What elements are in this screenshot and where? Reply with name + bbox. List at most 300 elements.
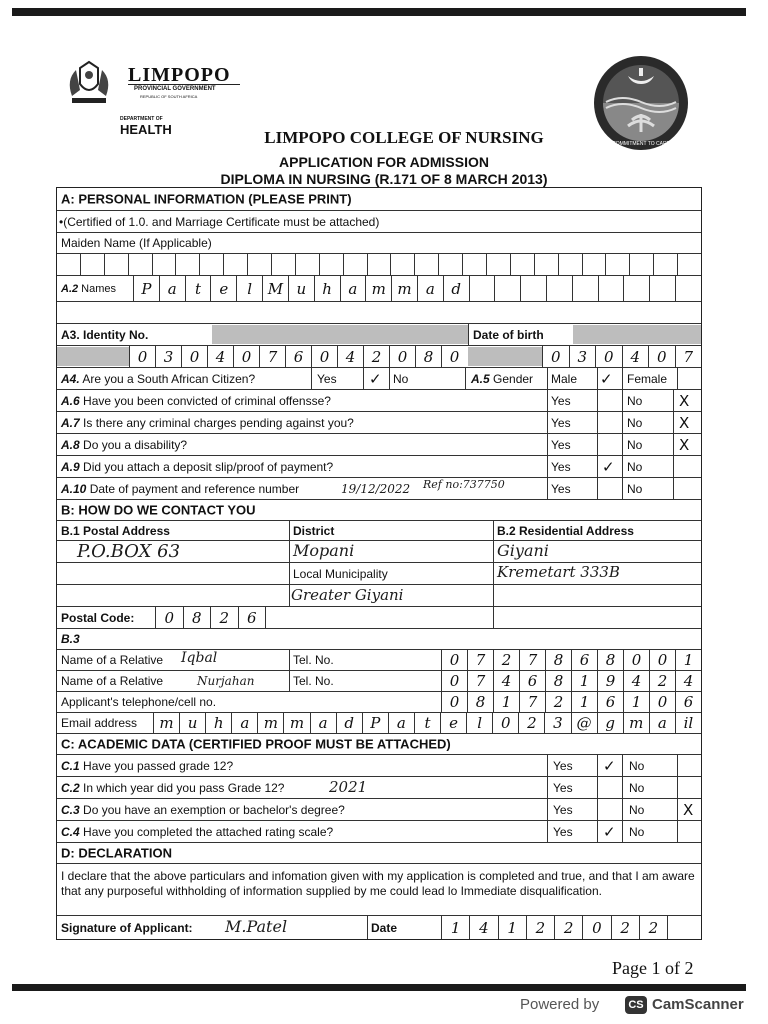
q7-question xyxy=(61,416,354,430)
grid-cell xyxy=(223,254,247,275)
relative-1-name[interactable]: Iqbal xyxy=(181,650,218,666)
grid-cell xyxy=(558,254,582,275)
coat-of-arms-icon xyxy=(62,60,116,106)
gender-male-tick[interactable]: ✓ xyxy=(600,369,613,388)
signature-row xyxy=(57,915,701,939)
grid-cell: a xyxy=(310,713,336,733)
applicant-tel-row xyxy=(57,691,701,712)
divider xyxy=(622,390,623,411)
divider xyxy=(597,456,598,477)
names-num: A.2 xyxy=(61,282,79,295)
divider xyxy=(363,368,364,389)
college-title: LIMPOPO COLLEGE OF NURSING xyxy=(264,128,544,147)
divider xyxy=(289,585,290,606)
grid-cell: a xyxy=(388,713,414,733)
grid-cell: m xyxy=(283,713,309,733)
dob-label: Date of birth xyxy=(473,327,544,342)
divider xyxy=(597,755,598,776)
date-label: Date xyxy=(371,920,398,935)
citizen-question xyxy=(61,372,255,386)
grid-cell xyxy=(462,254,486,275)
grid-cell: 7 xyxy=(519,692,545,712)
grid-cell xyxy=(152,254,176,275)
grid-cell: P xyxy=(133,276,159,301)
grid-cell: 6 xyxy=(285,346,311,367)
q9-no: No xyxy=(627,459,643,474)
gender-male: Male xyxy=(551,371,578,386)
grid-cell: 6 xyxy=(597,692,623,712)
relative-1-row xyxy=(57,649,701,670)
q9-text: Did you attach a deposit slip/proof of payment? xyxy=(79,459,334,474)
camscanner-logo-icon: CS xyxy=(625,996,647,1014)
grid-cell: P xyxy=(362,713,388,733)
grid-cell xyxy=(469,276,495,301)
divider xyxy=(493,563,494,584)
health-label: HEALTH xyxy=(120,122,172,137)
divider xyxy=(622,799,623,820)
grid-cell xyxy=(510,254,534,275)
grid-cell: 0 xyxy=(233,346,259,367)
grid-cell xyxy=(319,254,343,275)
signature-value[interactable]: M.Patel xyxy=(225,917,288,936)
grid-cell xyxy=(175,254,199,275)
tel-2-label: Tel. No. xyxy=(293,674,334,688)
dob-field[interactable] xyxy=(542,346,701,367)
municipality-value[interactable]: Greater Giyani xyxy=(291,586,404,604)
q7-yes: Yes xyxy=(551,415,571,430)
grid-cell xyxy=(486,254,510,275)
grid-cell: a xyxy=(417,276,443,301)
republic-line: REPUBLIC OF SOUTH AFRICA xyxy=(140,94,198,99)
relative-2-label: Name of a Relative xyxy=(61,674,164,688)
q8-question xyxy=(61,438,187,452)
q8-row xyxy=(57,433,701,455)
payment-reference[interactable]: Ref no:737750 xyxy=(423,478,505,491)
c1-yes: Yes xyxy=(553,758,573,773)
c4-yes-tick[interactable]: ✓ xyxy=(603,822,616,841)
grid-cell: 0 xyxy=(648,346,675,367)
postal-code-label: Postal Code: xyxy=(61,610,135,625)
q6-no-cross[interactable]: X xyxy=(679,391,690,410)
divider xyxy=(622,368,623,389)
department-of: DEPARTMENT OF xyxy=(120,116,163,122)
q10-num: A.10 xyxy=(61,481,87,496)
c4-no: No xyxy=(629,824,645,839)
q9-question xyxy=(61,460,333,474)
grid-cell: m xyxy=(391,276,417,301)
divider xyxy=(289,541,290,562)
gender-text: Gender xyxy=(489,371,534,386)
grid-cell: 0 xyxy=(649,650,675,670)
grid-cell xyxy=(623,276,649,301)
relative-2-name[interactable]: Nurjahan xyxy=(197,674,255,688)
shaded-cell xyxy=(468,347,542,366)
divider xyxy=(311,368,312,389)
grid-cell: 8 xyxy=(415,346,441,367)
c2-question xyxy=(61,781,284,795)
section-b-heading: B: HOW DO WE CONTACT YOU xyxy=(61,502,256,518)
citizen-num: A4. xyxy=(61,371,80,386)
divider xyxy=(677,777,678,798)
c1-question xyxy=(61,759,233,773)
grid-cell: 6 xyxy=(571,650,597,670)
names-field[interactable] xyxy=(133,276,701,301)
relative-1-tel-field[interactable] xyxy=(441,650,701,670)
address-row-3 xyxy=(57,584,701,606)
relative-2-row xyxy=(57,670,701,691)
gender-female: Female xyxy=(627,371,668,386)
email-field[interactable] xyxy=(153,713,701,733)
maiden-name-field[interactable] xyxy=(57,253,701,275)
grid-cell: 2 xyxy=(518,713,544,733)
grid-cell: 1 xyxy=(571,692,597,712)
grid-cell: 8 xyxy=(597,650,623,670)
divider xyxy=(597,478,598,499)
address-heading-row xyxy=(57,520,701,540)
grid-cell: @ xyxy=(571,713,597,733)
c1-no: No xyxy=(629,758,645,773)
grid-cell: 7 xyxy=(467,650,493,670)
grid-cell: 4 xyxy=(493,671,519,691)
postal-code-field[interactable] xyxy=(155,607,265,628)
grid-cell xyxy=(598,276,624,301)
grid-cell: 0 xyxy=(441,650,467,670)
grid-cell: a xyxy=(340,276,366,301)
gender-num: A.5 xyxy=(471,371,490,386)
applicant-tel-field[interactable] xyxy=(441,692,701,712)
q8-text: Do you a disability? xyxy=(79,437,188,452)
divider xyxy=(547,799,548,820)
q6-yes: Yes xyxy=(551,393,571,408)
grid-cell: 4 xyxy=(337,346,363,367)
grid-cell: u xyxy=(288,276,314,301)
divider xyxy=(547,368,548,389)
postal-address-label: B.1 Postal Address xyxy=(61,523,170,538)
q10-row xyxy=(57,477,701,499)
c4-num: C.4 xyxy=(61,824,80,839)
grid-cell: 7 xyxy=(675,346,702,367)
q8-no-cross[interactable]: X xyxy=(679,435,690,454)
divider xyxy=(622,456,623,477)
q6-no: No xyxy=(627,393,643,408)
grid-cell: m xyxy=(153,713,179,733)
grid-cell: d xyxy=(336,713,362,733)
tel-1-label: Tel. No. xyxy=(293,653,334,667)
grid-cell: 4 xyxy=(675,671,701,691)
divider xyxy=(289,671,290,691)
q7-no-cross[interactable]: X xyxy=(679,413,690,432)
grid-cell: t xyxy=(185,276,211,301)
application-form xyxy=(56,187,702,940)
declaration-text: I declare that the above particulars and infomation given with my application is completed and true, and that I am aware that any purposeful withholding of information supplied by me could lead lo Immediate disqualification. xyxy=(61,869,695,898)
divider xyxy=(289,563,290,584)
divider xyxy=(677,755,678,776)
grid-cell xyxy=(653,254,677,275)
c3-text: Do you have an exemption or bachelor's degree? xyxy=(79,802,345,817)
divider xyxy=(677,799,678,820)
shaded-cell xyxy=(57,347,129,366)
grid-cell: 7 xyxy=(259,346,285,367)
c2-row xyxy=(57,776,701,798)
grid-cell: 0 xyxy=(441,346,467,367)
grid-cell: a xyxy=(649,713,675,733)
grid-cell: 0 xyxy=(129,346,155,367)
maiden-name-row xyxy=(57,232,701,253)
gender-label xyxy=(471,372,533,386)
grid-cell: g xyxy=(597,713,623,733)
identity-number-field[interactable] xyxy=(129,346,467,367)
residential-line-2[interactable]: Kremetart 333B xyxy=(497,563,620,581)
q9-row xyxy=(57,455,701,477)
grid-cell: h xyxy=(205,713,231,733)
q7-num: A.7 xyxy=(61,415,80,430)
c2-year[interactable]: 2021 xyxy=(329,778,368,796)
grid-cell: 2 xyxy=(554,916,582,939)
grid-cell: 4 xyxy=(207,346,233,367)
grid-cell: 0 xyxy=(441,692,467,712)
divider xyxy=(493,585,494,606)
divider xyxy=(265,607,266,628)
grid-cell: 1 xyxy=(498,916,526,939)
grid-cell xyxy=(247,254,271,275)
q10-text: Date of payment and reference number xyxy=(86,481,300,496)
grid-cell xyxy=(390,254,414,275)
grid-cell xyxy=(629,254,653,275)
section-d-heading: D: DECLARATION xyxy=(61,845,172,861)
divider xyxy=(673,434,674,455)
citizen-row xyxy=(57,367,701,389)
grid-cell: 0 xyxy=(389,346,415,367)
grid-cell xyxy=(534,254,558,275)
divider xyxy=(622,777,623,798)
q6-row xyxy=(57,389,701,411)
postal-address-value[interactable]: P.O.BOX 63 xyxy=(77,541,181,562)
divider xyxy=(622,412,623,433)
relative-2-tel-field[interactable] xyxy=(441,671,701,691)
q7-no: No xyxy=(627,415,643,430)
residential-line-1[interactable]: Giyani xyxy=(497,541,549,560)
district-label: District xyxy=(293,523,335,538)
grid-cell: 0 xyxy=(595,346,622,367)
signature-label: Signature of Applicant: xyxy=(61,920,193,935)
grid-cell: 0 xyxy=(181,346,207,367)
divider xyxy=(547,434,548,455)
grid-cell: l xyxy=(236,276,262,301)
grid-cell: 4 xyxy=(623,671,649,691)
local-municipality-label: Local Municipality xyxy=(293,566,388,581)
certificate-note-row xyxy=(57,210,701,232)
declaration-row xyxy=(57,863,701,915)
q10-no: No xyxy=(627,481,643,496)
divider xyxy=(673,456,674,477)
divider xyxy=(677,821,678,842)
grid-cell: l xyxy=(466,713,492,733)
form-subtitle: DIPLOMA IN NURSING (R.171 OF 8 MARCH 2013) xyxy=(220,171,548,187)
camscanner-name: CamScanner xyxy=(652,996,744,1013)
grid-cell xyxy=(343,254,367,275)
email-row xyxy=(57,712,701,733)
divider xyxy=(289,521,290,540)
grid-cell xyxy=(104,254,128,275)
q9-yes-tick[interactable]: ✓ xyxy=(602,457,615,476)
divider xyxy=(597,777,598,798)
identity-row xyxy=(57,345,701,367)
seal-motto: COMMITMENT TO CARE xyxy=(612,141,670,147)
q8-yes: Yes xyxy=(551,437,571,452)
citizen-text: Are you a South African Citizen? xyxy=(79,371,256,386)
grid-cell: 6 xyxy=(238,607,266,628)
q6-question xyxy=(61,394,331,408)
declaration-date-field[interactable] xyxy=(441,916,667,939)
grid-cell: e xyxy=(210,276,236,301)
grid-cell: 2 xyxy=(210,607,238,628)
grid-cell xyxy=(677,254,701,275)
divider xyxy=(493,521,494,540)
c3-no-cross[interactable]: X xyxy=(683,800,694,819)
c4-text: Have you completed the attached rating scale? xyxy=(79,824,334,839)
c3-yes: Yes xyxy=(553,802,573,817)
payment-date[interactable]: 19/12/2022 xyxy=(341,482,411,496)
c4-yes: Yes xyxy=(553,824,573,839)
grid-cell: 4 xyxy=(622,346,649,367)
section-c-heading-row xyxy=(57,733,701,754)
c2-no: No xyxy=(629,780,645,795)
logo-rule xyxy=(128,84,240,85)
grid-cell: 2 xyxy=(493,650,519,670)
names-row xyxy=(57,275,701,301)
c3-num: C.3 xyxy=(61,802,80,817)
grid-cell: a xyxy=(231,713,257,733)
grid-cell xyxy=(295,254,319,275)
grid-cell: 2 xyxy=(639,916,667,939)
grid-cell xyxy=(414,254,438,275)
grid-cell: 8 xyxy=(545,671,571,691)
c4-row xyxy=(57,820,701,842)
grid-cell: 2 xyxy=(611,916,639,939)
residential-address-label: B.2 Residential Address xyxy=(497,523,634,538)
c2-num: C.2 xyxy=(61,780,80,795)
divider xyxy=(468,324,469,345)
grid-cell: 4 xyxy=(469,916,497,939)
divider xyxy=(597,799,598,820)
q9-yes: Yes xyxy=(551,459,571,474)
grid-cell xyxy=(605,254,629,275)
email-label: Email address xyxy=(61,716,138,730)
postal-code-row xyxy=(57,606,701,628)
b3-label: B.3 xyxy=(61,632,80,646)
divider xyxy=(667,916,668,939)
grid-cell: 0 xyxy=(542,346,569,367)
grid-cell xyxy=(271,254,295,275)
section-b-heading-row xyxy=(57,499,701,520)
section-a-heading: A: PERSONAL INFORMATION (PLEASE PRINT) xyxy=(61,191,352,207)
grid-cell xyxy=(367,254,391,275)
divider xyxy=(622,755,623,776)
c2-yes: Yes xyxy=(553,780,573,795)
c2-text: In which year did you pass Grade 12? xyxy=(79,780,285,795)
grid-cell: a xyxy=(159,276,185,301)
grid-cell: 9 xyxy=(597,671,623,691)
grid-cell: d xyxy=(443,276,469,301)
q6-num: A.6 xyxy=(61,393,80,408)
grid-cell: 0 xyxy=(311,346,337,367)
grid-cell xyxy=(438,254,462,275)
grid-cell: 1 xyxy=(675,650,701,670)
divider xyxy=(677,368,678,389)
grid-cell xyxy=(128,254,152,275)
grid-cell xyxy=(572,276,598,301)
q10-question xyxy=(61,482,299,496)
grid-cell: 0 xyxy=(649,692,675,712)
grid-cell: m xyxy=(623,713,649,733)
c3-question xyxy=(61,803,345,817)
divider xyxy=(547,478,548,499)
divider xyxy=(547,777,548,798)
citizen-yes: Yes xyxy=(317,371,337,386)
c1-text: Have you passed grade 12? xyxy=(79,758,234,773)
grid-cell: e xyxy=(440,713,466,733)
grid-cell: 6 xyxy=(675,692,701,712)
citizen-yes-tick[interactable]: ✓ xyxy=(369,369,382,388)
district-value[interactable]: Mopani xyxy=(293,541,355,560)
grid-cell xyxy=(546,276,572,301)
divider xyxy=(367,916,368,939)
grid-cell: h xyxy=(314,276,340,301)
grid-cell: 3 xyxy=(155,346,181,367)
grid-cell: 6 xyxy=(519,671,545,691)
grid-cell: 7 xyxy=(467,671,493,691)
grid-cell: 8 xyxy=(545,650,571,670)
grid-cell: m xyxy=(365,276,391,301)
q8-num: A.8 xyxy=(61,437,80,452)
row-spacer xyxy=(57,301,701,323)
top-border-bar xyxy=(12,8,746,16)
grid-cell: 1 xyxy=(441,916,469,939)
c1-yes-tick[interactable]: ✓ xyxy=(603,756,616,775)
divider xyxy=(597,821,598,842)
divider xyxy=(547,456,548,477)
divider xyxy=(673,412,674,433)
grid-cell xyxy=(494,276,520,301)
divider xyxy=(597,412,598,433)
grid-cell: 2 xyxy=(545,692,571,712)
q8-no: No xyxy=(627,437,643,452)
grid-cell: 8 xyxy=(183,607,211,628)
section-a-heading-row xyxy=(57,188,701,210)
b3-row xyxy=(57,628,701,649)
grid-cell: M xyxy=(262,276,288,301)
grid-cell: 0 xyxy=(441,671,467,691)
address-row-1 xyxy=(57,540,701,562)
powered-by-label: Powered by xyxy=(520,996,600,1013)
c4-question xyxy=(61,825,333,839)
grid-cell xyxy=(199,254,223,275)
divider xyxy=(547,390,548,411)
identity-heading-row xyxy=(57,323,701,345)
grid-cell: 7 xyxy=(519,650,545,670)
q10-yes: Yes xyxy=(551,481,571,496)
c1-num: C.1 xyxy=(61,758,80,773)
divider xyxy=(673,478,674,499)
grid-cell: 0 xyxy=(582,916,610,939)
relative-1-label: Name of a Relative xyxy=(61,653,164,667)
grid-cell xyxy=(520,276,546,301)
divider xyxy=(493,607,494,628)
divider xyxy=(289,650,290,670)
grid-cell: 0 xyxy=(492,713,518,733)
citizen-no: No xyxy=(393,371,409,386)
grid-cell: 2 xyxy=(526,916,554,939)
